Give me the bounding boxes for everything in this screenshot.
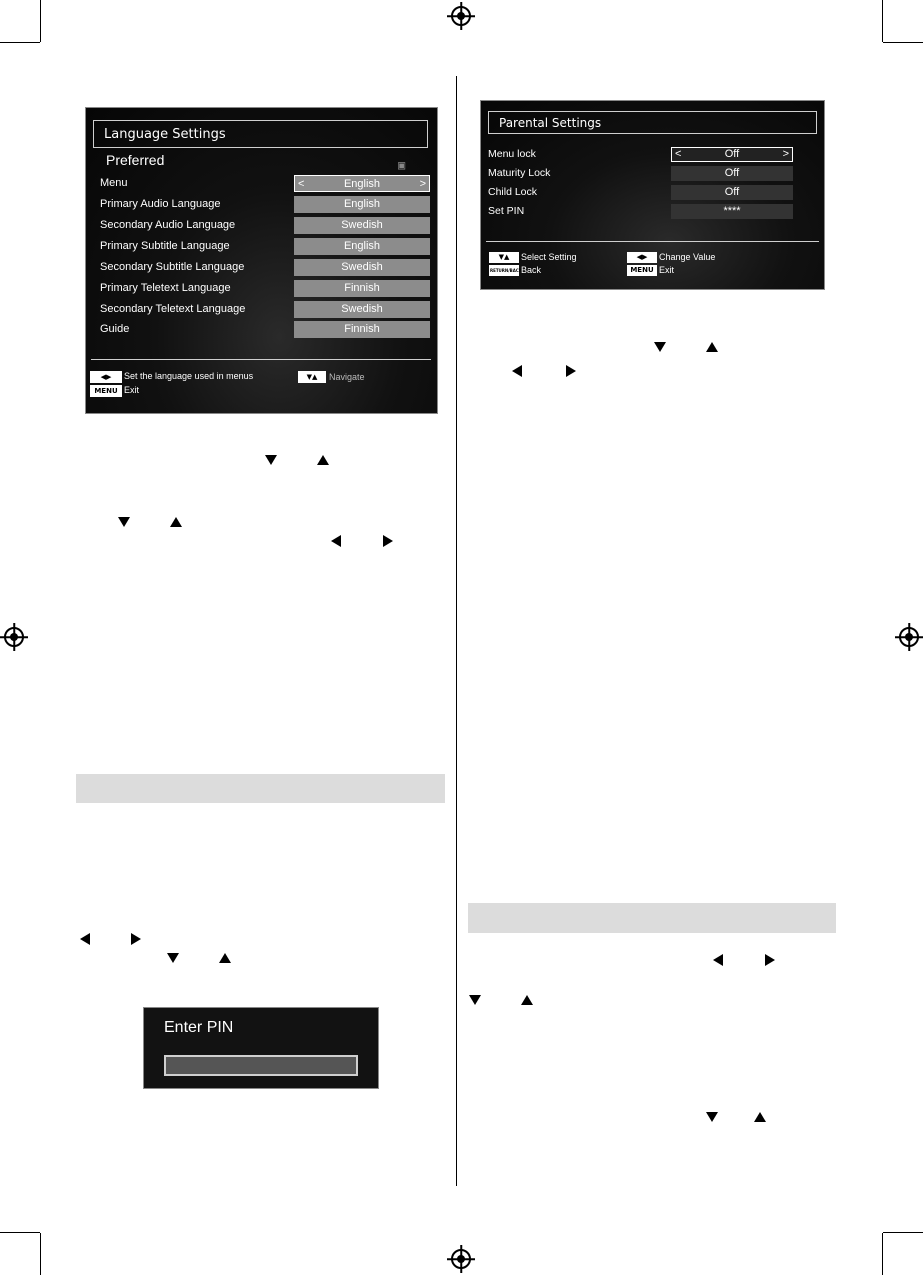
left-arrow-icon (331, 535, 341, 547)
arrow-right-icon[interactable]: > (782, 148, 789, 160)
hint-set-language: Set the language used in menus (124, 371, 254, 381)
crop-mark (0, 42, 40, 43)
right-arrow-icon (566, 365, 576, 377)
separator (486, 241, 819, 242)
screen-title: Language Settings (104, 127, 226, 142)
crop-mark (882, 1233, 883, 1275)
value-field[interactable]: English (294, 238, 430, 255)
crop-mark (0, 1232, 40, 1233)
down-arrow-icon (118, 517, 130, 527)
registration-mark-icon (451, 1249, 471, 1269)
parental-settings-screen (480, 100, 825, 290)
crop-mark (40, 0, 41, 42)
row-label: Guide (100, 323, 130, 335)
value-field[interactable]: **** (671, 204, 793, 219)
value-field[interactable]: Finnish (294, 280, 430, 297)
right-arrow-icon (131, 933, 141, 945)
up-arrow-icon (317, 455, 329, 465)
hint-exit: Exit (659, 265, 675, 275)
camera-icon: ▣ (398, 158, 406, 172)
hint-change-value: Change Value (659, 252, 716, 262)
down-arrow-icon (706, 1112, 718, 1122)
value-field[interactable]: Off (671, 166, 793, 181)
enter-pin-dialog (143, 1007, 379, 1089)
return-back-key-icon: RETURN/BACK (489, 265, 519, 276)
menu-key-icon: MENU (627, 265, 657, 276)
arrow-left-icon[interactable]: < (298, 178, 305, 190)
row-label: Secondary Audio Language (100, 219, 236, 231)
value-text: Off (724, 148, 740, 160)
section-header-bar (468, 903, 836, 933)
up-arrow-icon (754, 1112, 766, 1122)
value-field[interactable]: Swedish (294, 259, 430, 276)
left-arrow-icon (713, 954, 723, 966)
hint-exit: Exit (124, 385, 140, 395)
down-arrow-icon (167, 953, 179, 963)
left-arrow-icon (512, 365, 522, 377)
row-label-menu: Menu (100, 177, 128, 189)
row-label: Secondary Teletext Language (100, 303, 246, 315)
value-menu-lock[interactable] (671, 147, 793, 162)
separator (91, 359, 431, 360)
dialog-title: Enter PIN (164, 1019, 234, 1036)
left-right-key-icon: ◀▶ (90, 371, 122, 383)
registration-mark-icon (899, 627, 919, 647)
down-arrow-icon (654, 342, 666, 352)
registration-mark-icon (4, 627, 24, 647)
value-field[interactable]: English (294, 196, 430, 213)
hint-navigate: Navigate (329, 372, 365, 382)
section-header-bar (76, 774, 445, 803)
screen-title-box (93, 120, 428, 148)
value-field[interactable]: Finnish (294, 321, 430, 338)
row-label: Set PIN (488, 205, 525, 217)
row-label: Child Lock (488, 186, 538, 198)
screen-title: Parental Settings (499, 116, 602, 130)
hint-back: Back (521, 265, 542, 275)
value-field[interactable]: Swedish (294, 301, 430, 318)
left-right-key-icon: ◀▶ (627, 252, 657, 263)
hint-select-setting: Select Setting (521, 252, 577, 262)
column-divider (456, 76, 457, 1186)
row-label: Primary Teletext Language (100, 282, 231, 294)
row-label: Primary Audio Language (100, 198, 221, 210)
right-arrow-icon (765, 954, 775, 966)
row-label: Primary Subtitle Language (100, 240, 230, 252)
down-arrow-icon (265, 455, 277, 465)
row-label: Maturity Lock (488, 167, 551, 179)
screen-title-box (488, 111, 817, 134)
up-arrow-icon (219, 953, 231, 963)
row-label: Secondary Subtitle Language (100, 261, 245, 273)
down-up-key-icon: ▼▲ (298, 371, 326, 383)
up-arrow-icon (170, 517, 182, 527)
arrow-right-icon[interactable]: > (419, 178, 426, 190)
down-up-key-icon: ▼▲ (489, 252, 519, 263)
crop-mark (883, 42, 923, 43)
value-text: English (343, 178, 381, 190)
down-arrow-icon (469, 995, 481, 1005)
left-arrow-icon (80, 933, 90, 945)
row-label-menu-lock: Menu lock (488, 148, 536, 160)
menu-key-icon: MENU (90, 385, 122, 397)
section-heading: Preferred (106, 152, 165, 168)
right-arrow-icon (383, 535, 393, 547)
language-settings-screen (85, 107, 438, 414)
crop-mark (882, 0, 883, 42)
up-arrow-icon (521, 995, 533, 1005)
registration-mark-icon (451, 6, 471, 26)
crop-mark (883, 1232, 923, 1233)
crop-mark (40, 1233, 41, 1275)
value-menu[interactable] (294, 175, 430, 192)
value-field[interactable]: Swedish (294, 217, 430, 234)
pin-input[interactable] (164, 1055, 358, 1076)
up-arrow-icon (706, 342, 718, 352)
arrow-left-icon[interactable]: < (675, 148, 682, 160)
value-field[interactable]: Off (671, 185, 793, 200)
